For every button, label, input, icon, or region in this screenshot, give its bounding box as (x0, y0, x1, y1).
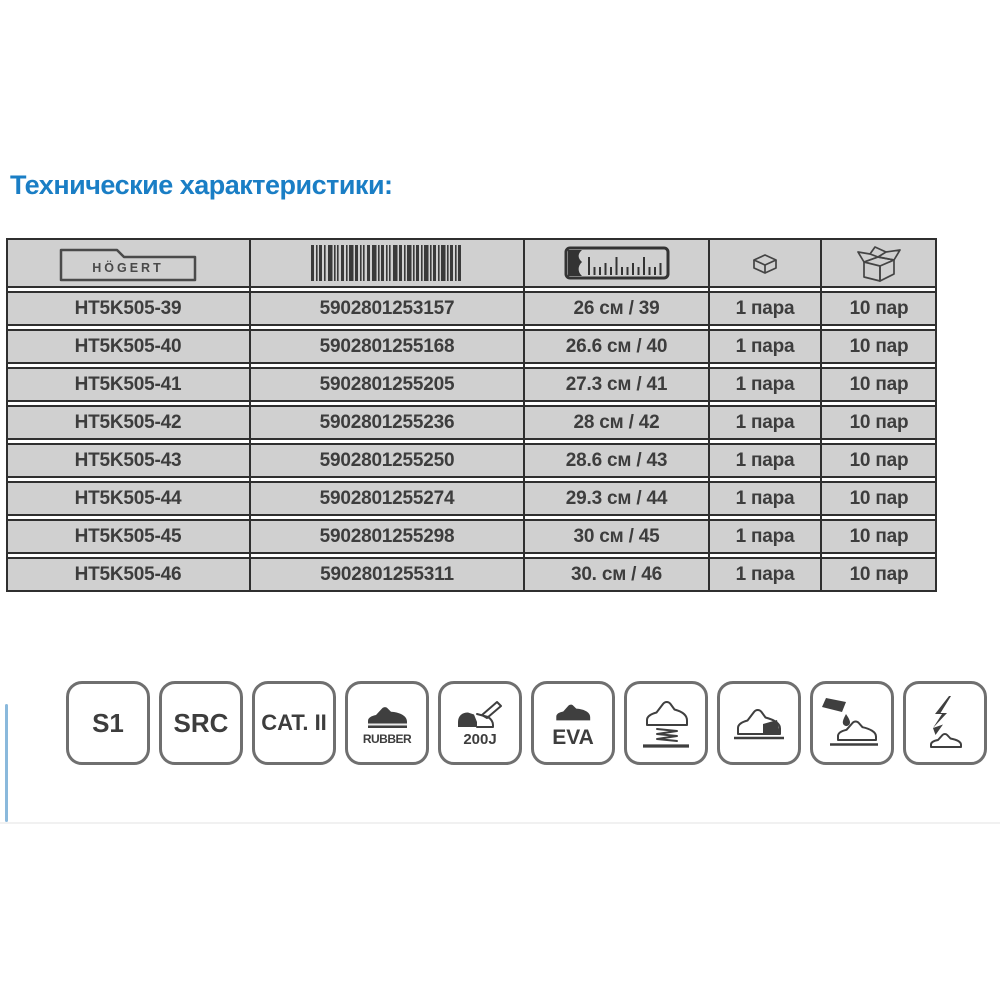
inner-pack-cell: 1 пара (735, 297, 795, 319)
inner-pack-cell: 1 пара (735, 411, 795, 433)
model-cell: HT5K505-41 (74, 373, 182, 395)
outer-pack-cell: 10 пар (849, 335, 909, 357)
badge-s1 (66, 681, 150, 765)
antistatic-icon (923, 695, 967, 751)
left-accent-line (5, 704, 8, 822)
model-cell: HT5K505-45 (74, 525, 182, 547)
inner-pack-cell: 1 пара (735, 335, 795, 357)
table-row (6, 405, 937, 440)
carton-icon (855, 242, 903, 284)
table-header-row (6, 238, 937, 288)
brand-logo-text: HÖGERT (92, 261, 164, 275)
size-cell: 30. см / 46 (570, 563, 663, 585)
size-cell: 27.3 см / 41 (565, 373, 668, 395)
table-row (6, 329, 937, 364)
badge-label: RUBBER (362, 732, 412, 746)
section-divider (0, 822, 1000, 824)
badge-shock-absorption (624, 681, 708, 765)
outer-pack-cell: 10 пар (849, 525, 909, 547)
inner-pack-cell: 1 пара (735, 563, 795, 585)
outer-pack-cell: 10 пар (849, 297, 909, 319)
outer-pack-cell: 10 пар (849, 487, 909, 509)
eva-midsole-shoe-icon (552, 699, 594, 725)
rubber-sole-shoe-icon (364, 701, 410, 731)
badge-label: CAT. II (261, 710, 327, 735)
inner-pack-cell: 1 пара (735, 373, 795, 395)
badge-label: SRC (173, 708, 229, 738)
size-cell: 28.6 см / 43 (565, 449, 668, 471)
inner-pack-header-cell (709, 240, 821, 286)
barcode-icon (311, 245, 463, 281)
size-cell: 30 см / 45 (573, 525, 660, 547)
table-row (6, 367, 937, 402)
shock-absorption-icon (637, 695, 695, 751)
model-cell: HT5K505-44 (74, 487, 182, 509)
spec-table (6, 238, 937, 592)
ean-cell: 5902801255274 (319, 487, 455, 509)
size-header-cell (524, 240, 709, 286)
model-cell: HT5K505-39 (74, 297, 182, 319)
page-title: Технические характеристики: (10, 170, 393, 200)
model-cell: HT5K505-40 (74, 335, 182, 357)
table-row (6, 443, 937, 478)
outer-pack-header-cell (821, 240, 937, 286)
badge-eva (531, 681, 615, 765)
heel-energy-absorption-icon (730, 700, 788, 746)
column-divider (523, 238, 525, 592)
column-divider (820, 238, 822, 592)
inner-pack-cell: 1 пара (735, 449, 795, 471)
badge-label: S1 (92, 708, 124, 738)
badge-heel-energy (717, 681, 801, 765)
ean-cell: 5902801255205 (319, 373, 455, 395)
ruler-icon (564, 246, 670, 280)
model-cell: HT5K505-43 (74, 449, 182, 471)
badge-cat-ii (252, 681, 336, 765)
size-cell: 29.3 см / 44 (565, 487, 668, 509)
table-row (6, 481, 937, 516)
outer-pack-cell: 10 пар (849, 563, 909, 585)
outer-pack-cell: 10 пар (849, 411, 909, 433)
table-border (6, 238, 8, 592)
badge-antistatic (903, 681, 987, 765)
table-row (6, 557, 937, 592)
badge-src (159, 681, 243, 765)
brand-logo-cell (6, 240, 250, 286)
badge-label: EVA (552, 725, 594, 749)
model-cell: HT5K505-46 (74, 563, 182, 585)
badge-label: 200J (463, 731, 497, 748)
size-cell: 28 см / 42 (573, 411, 660, 433)
outer-pack-cell: 10 пар (849, 449, 909, 471)
column-divider (708, 238, 710, 592)
ean-cell: 5902801255311 (320, 563, 454, 585)
package-icon (750, 251, 780, 276)
model-cell: HT5K505-42 (74, 411, 182, 433)
ean-cell: 5902801255298 (319, 525, 455, 547)
table-row (6, 291, 937, 326)
size-cell: 26 см / 39 (573, 297, 660, 319)
ean-cell: 5902801255168 (319, 335, 455, 357)
certification-badges (66, 681, 987, 765)
table-row (6, 519, 937, 554)
size-cell: 26.6 см / 40 (565, 335, 668, 357)
barcode-cell (250, 240, 524, 286)
ean-cell: 5902801255250 (319, 449, 455, 471)
ean-cell: 5902801253157 (319, 297, 455, 319)
outer-pack-cell: 10 пар (849, 373, 909, 395)
inner-pack-cell: 1 пара (735, 487, 795, 509)
column-divider (249, 238, 251, 592)
table-border (935, 238, 937, 592)
badge-oil-resistant (810, 681, 894, 765)
ean-cell: 5902801255236 (319, 411, 455, 433)
hogert-logo (57, 243, 199, 283)
inner-pack-cell: 1 пара (735, 525, 795, 547)
badge-200j (438, 681, 522, 765)
oil-resistant-icon (822, 696, 882, 750)
badge-rubber (345, 681, 429, 765)
toe-cap-impact-icon (456, 699, 504, 731)
